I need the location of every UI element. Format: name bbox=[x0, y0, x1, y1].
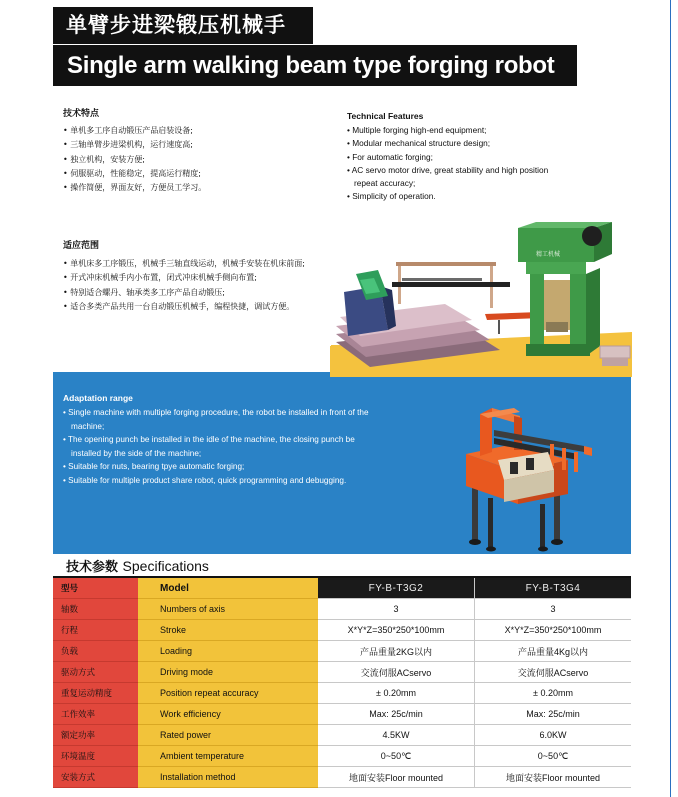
list-item: • 三轴单臂步进梁机构，运行速度高; bbox=[63, 138, 206, 152]
forging-line-illustration bbox=[330, 222, 632, 377]
row-label-cn: 轴数 bbox=[53, 599, 138, 620]
adaptation-list bbox=[63, 406, 373, 488]
table-header-row bbox=[53, 578, 631, 599]
page-edge-line bbox=[670, 0, 671, 797]
row-label-en: Installation method bbox=[138, 767, 318, 788]
list-item: • Suitable for nuts, bearing tpye automatic forging; bbox=[63, 460, 373, 474]
list-item: • Modular mechanical structure design; bbox=[347, 137, 572, 150]
list-item: • 操作简便，界面友好，方便员工学习。 bbox=[63, 181, 206, 195]
list-item: • 适合多类产品共用一台自动锻压机械手，编程快捷，调试方便。 bbox=[63, 300, 305, 314]
row-label-en: Stroke bbox=[138, 620, 318, 641]
row-label-en: Ambient temperature bbox=[138, 746, 318, 767]
row-label-cn: 行程 bbox=[53, 620, 138, 641]
row-label-en: Position repeat accuracy bbox=[138, 683, 318, 704]
table-row bbox=[53, 620, 631, 641]
row-label-cn: 环境温度 bbox=[53, 746, 138, 767]
list-item: • 开式冲床机械手内小布置，闭式冲床机械手侧向布置; bbox=[63, 271, 305, 285]
features-en-list bbox=[347, 124, 572, 204]
header-cell-cn: 型号 bbox=[53, 578, 138, 599]
list-item: • 单机多工序自动锻压产品启装设备; bbox=[63, 124, 206, 138]
scope-cn-heading: 适应范围 bbox=[63, 241, 100, 251]
features-en-heading: Technical Features bbox=[347, 111, 424, 121]
table-row bbox=[53, 662, 631, 683]
row-label-en: Rated power bbox=[138, 725, 318, 746]
row-value-model-2: 6.0KW bbox=[475, 725, 632, 746]
list-item: • 独立机构，安装方便; bbox=[63, 153, 206, 167]
row-value-model-1: Max: 25c/min bbox=[318, 704, 475, 725]
row-value-model-2: 交流伺服ACservo bbox=[475, 662, 632, 683]
press-label: 精工机械 bbox=[536, 251, 561, 258]
list-item: • Multiple forging high-end equipment; bbox=[347, 124, 572, 137]
title-english: Single arm walking beam type forging robot bbox=[53, 45, 577, 86]
specs-title-en: Specifications bbox=[122, 558, 209, 574]
list-item: • Single machine with multiple forging procedure, the robot be installed in front of the machine; bbox=[63, 406, 373, 433]
list-item: • 特别适合螺丹、轴承类多工序产品自动锻压; bbox=[63, 286, 305, 300]
specs-title-cn: 技术参数 bbox=[66, 560, 119, 575]
list-item: • The opening punch be installed in the idle of the machine, the closing punch be installed by the side of the machine; bbox=[63, 433, 373, 460]
scope-cn-list bbox=[63, 257, 305, 314]
row-label-en: Driving mode bbox=[138, 662, 318, 683]
row-value-model-2: 3 bbox=[475, 599, 632, 620]
row-label-cn: 额定功率 bbox=[53, 725, 138, 746]
row-value-model-2: 0~50℃ bbox=[475, 746, 632, 767]
row-value-model-1: ± 0.20mm bbox=[318, 683, 475, 704]
row-value-model-1: 3 bbox=[318, 599, 475, 620]
adaptation-heading: Adaptation range bbox=[63, 393, 133, 403]
features-cn-list bbox=[63, 124, 206, 195]
list-item: • 单机床多工序锻压，机械手三轴直线运动，机械手安装在机床前面; bbox=[63, 257, 305, 271]
specs-table bbox=[53, 578, 631, 788]
row-label-cn: 驱动方式 bbox=[53, 662, 138, 683]
row-label-en: Work efficiency bbox=[138, 704, 318, 725]
row-label-cn: 负载 bbox=[53, 641, 138, 662]
list-item: • For automatic forging; bbox=[347, 151, 572, 164]
table-row bbox=[53, 704, 631, 725]
row-label-en: Loading bbox=[138, 641, 318, 662]
list-item: • 伺服驱动，性能稳定，提高运行精度; bbox=[63, 167, 206, 181]
row-value-model-1: 产品重量2KG以内 bbox=[318, 641, 475, 662]
row-value-model-2: X*Y*Z=350*250*100mm bbox=[475, 620, 632, 641]
row-label-en: Numbers of axis bbox=[138, 599, 318, 620]
header-cell-model-2: FY-B-T3G4 bbox=[475, 578, 632, 599]
table-row bbox=[53, 641, 631, 662]
row-value-model-1: 地面安装Floor mounted bbox=[318, 767, 475, 788]
row-label-cn: 工作效率 bbox=[53, 704, 138, 725]
features-cn-heading: 技术特点 bbox=[63, 109, 100, 119]
row-label-cn: 重复运动精度 bbox=[53, 683, 138, 704]
row-value-model-1: X*Y*Z=350*250*100mm bbox=[318, 620, 475, 641]
table-row bbox=[53, 683, 631, 704]
list-item: • AC servo motor drive, great stability and high position repeat accuracy; bbox=[347, 164, 572, 191]
row-value-model-2: Max: 25c/min bbox=[475, 704, 632, 725]
adaptation-text bbox=[63, 393, 373, 488]
row-value-model-1: 4.5KW bbox=[318, 725, 475, 746]
row-label-cn: 安装方式 bbox=[53, 767, 138, 788]
list-item: • Suitable for multiple product share robot, quick programming and debugging. bbox=[63, 474, 373, 488]
row-value-model-2: ± 0.20mm bbox=[475, 683, 632, 704]
row-value-model-2: 产品重量4Kg以内 bbox=[475, 641, 632, 662]
header-cell-model-1: FY-B-T3G2 bbox=[318, 578, 475, 599]
row-value-model-1: 交流伺服ACservo bbox=[318, 662, 475, 683]
list-item: • Simplicity of operation. bbox=[347, 190, 572, 203]
row-value-model-1: 0~50℃ bbox=[318, 746, 475, 767]
row-value-model-2: 地面安装Floor mounted bbox=[475, 767, 632, 788]
table-row bbox=[53, 599, 631, 620]
title-chinese: 单臂步进梁锻压机械手 bbox=[53, 7, 313, 44]
table-row bbox=[53, 725, 631, 746]
table-row bbox=[53, 746, 631, 767]
robot-illustration bbox=[458, 400, 598, 552]
header-cell-en: Model bbox=[138, 578, 318, 599]
table-row bbox=[53, 767, 631, 788]
